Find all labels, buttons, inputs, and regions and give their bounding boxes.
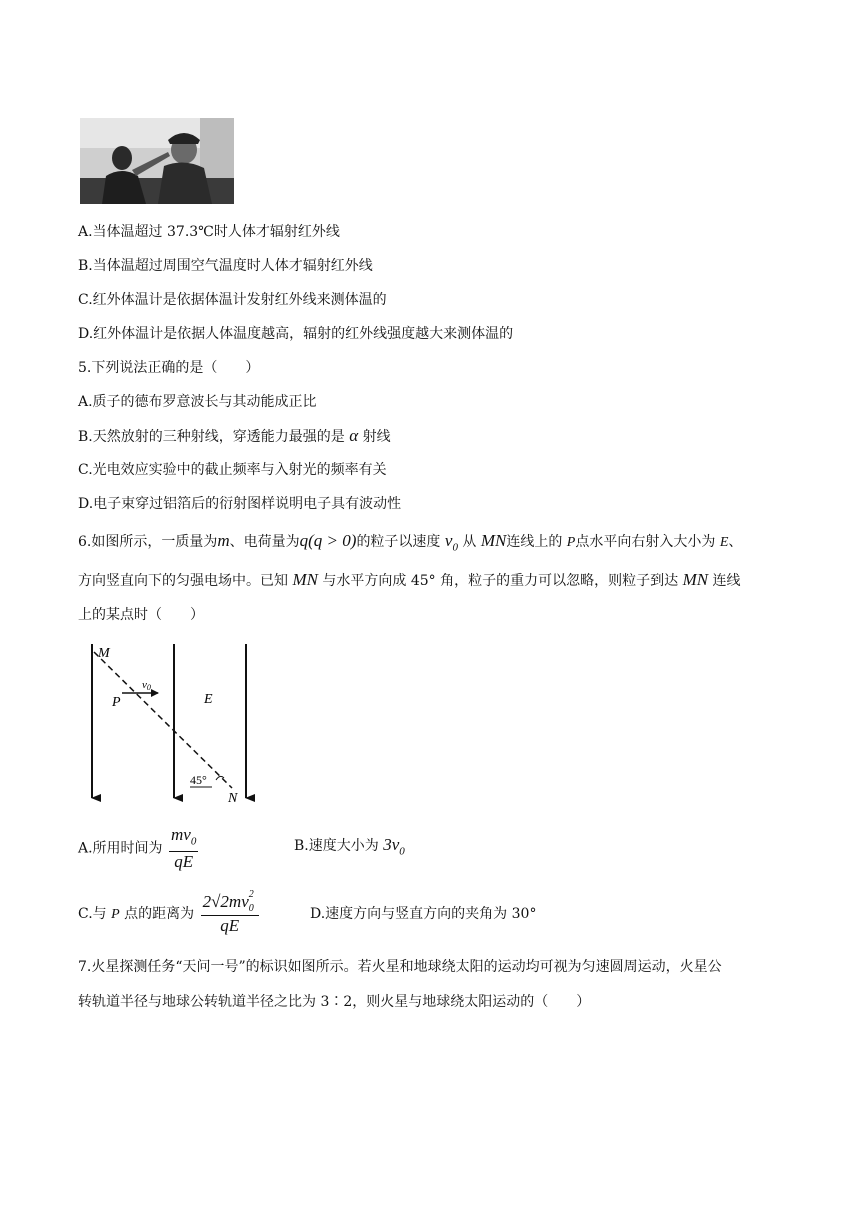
q6-option-a-text: A.所用时间为 — [78, 840, 163, 857]
q6-stem-line3: 上的某点时（ ） — [78, 607, 204, 623]
q5-option-a: A.质子的德布罗意波长与其动能成正比 — [78, 394, 317, 410]
q5-option-b — [78, 426, 391, 447]
label-p: P — [112, 695, 121, 710]
charge-condition: (q > 0) — [308, 531, 357, 550]
point-p-symbol-2: P — [111, 907, 120, 922]
q6-line2-b: 与水平方向成 45° 角，粒子的重力可以忽略，则粒子到达 — [322, 573, 679, 589]
q6-stem-line2 — [78, 570, 741, 591]
q6-option-c — [78, 889, 261, 936]
q6-option-c-text-2: 点的距离为 — [124, 906, 195, 922]
q5-option-b-text: B.天然放射的三种射线，穿透能力最强的是 — [78, 429, 345, 445]
label-e: E — [204, 692, 213, 707]
q5-stem: 5.下列说法正确的是（ ） — [78, 360, 260, 376]
q6-option-c-text-1: C.与 — [78, 906, 107, 922]
q5-option-d: D.电子束穿过铝箔后的衍射图样说明电子具有波动性 — [78, 496, 402, 512]
q6-text-6: 点水平向右射入大小为 — [575, 534, 716, 550]
q6-text-3: 的粒子以速度 — [356, 534, 441, 550]
q4-option-c: C.红外体温计是依据体温计发射红外线来测体温的 — [78, 292, 387, 308]
fraction-mv0-over-qe — [169, 825, 198, 872]
q6-option-b — [294, 835, 405, 861]
q6-text-7: 、 — [728, 534, 743, 550]
q6-text-4: 从 — [462, 534, 477, 550]
label-m: M — [98, 646, 110, 661]
q4-option-d: D.红外体温计是依据人体温度越高，辐射的红外线强度越大来测体温的 — [78, 326, 514, 342]
mn-line-symbol-3: MN — [682, 570, 709, 589]
velocity-symbol — [444, 531, 458, 554]
field-e-symbol: E — [719, 535, 729, 550]
q6-stem-line1 — [78, 531, 742, 557]
distance-denominator: qE — [220, 916, 240, 935]
electric-field-diagram — [82, 640, 262, 810]
temperature-check-photo — [80, 118, 234, 204]
distance-numerator: 2√2mv — [202, 892, 249, 911]
q6-text-1: 6.如图所示，一质量为 — [78, 534, 218, 550]
q7-stem-line1: 7.火星探测任务“天问一号”的标识如图所示。若火星和地球绕太阳的运动均可视为匀速圆周运动，火星公 — [78, 959, 722, 975]
mn-line-symbol: MN — [480, 531, 507, 550]
velocity-v: v — [444, 531, 453, 550]
label-n: N — [228, 791, 238, 806]
numerator-subscript: 0 — [190, 835, 197, 848]
speed-value — [383, 835, 405, 858]
velocity-subscript: 0 — [452, 541, 458, 554]
mn-line-symbol-2: MN — [292, 570, 318, 589]
q6-text-2: 、电荷量为 — [229, 534, 300, 550]
q4-option-a: A.当体温超过 37.3℃时人体才辐射红外线 — [78, 224, 340, 240]
speed-3v: 3v — [383, 835, 400, 854]
numerator-superscript: 2 — [248, 889, 254, 900]
q6-option-b-text: B.速度大小为 — [294, 838, 379, 854]
mass-symbol: m — [217, 531, 230, 550]
q6-option-d: D.速度方向与竖直方向的夹角为 30° — [310, 906, 537, 922]
speed-subscript: 0 — [399, 845, 405, 858]
q5-option-b-suffix: 射线 — [362, 429, 391, 445]
q7-stem-line2: 转轨道半径与地球公转轨道半径之比为 3∶2，则火星与地球绕太阳运动的（ ） — [78, 994, 591, 1010]
charge-symbol: q — [299, 531, 309, 550]
label-v0: v0 — [142, 679, 151, 692]
fraction-distance — [201, 889, 259, 936]
fraction-denominator: qE — [174, 852, 194, 872]
q6-text-5: 连线上的 — [506, 534, 563, 550]
point-p-symbol: P — [566, 535, 576, 550]
alpha-symbol: α — [349, 426, 359, 445]
q5-option-c: C.光电效应实验中的截止频率与入射光的频率有关 — [78, 462, 387, 478]
numerator-subscript-2: 0 — [248, 903, 254, 914]
q6-line2-a: 方向竖直向下的匀强电场中。已知 — [78, 573, 288, 589]
q6-line2-c: 连线 — [712, 573, 741, 589]
q4-option-b: B.当体温超过周围空气温度时人体才辐射红外线 — [78, 258, 373, 274]
label-angle: 45° — [190, 773, 207, 787]
mn-dashed-line — [94, 652, 232, 788]
fraction-numerator: mv — [171, 825, 191, 844]
q6-option-a — [78, 825, 200, 872]
